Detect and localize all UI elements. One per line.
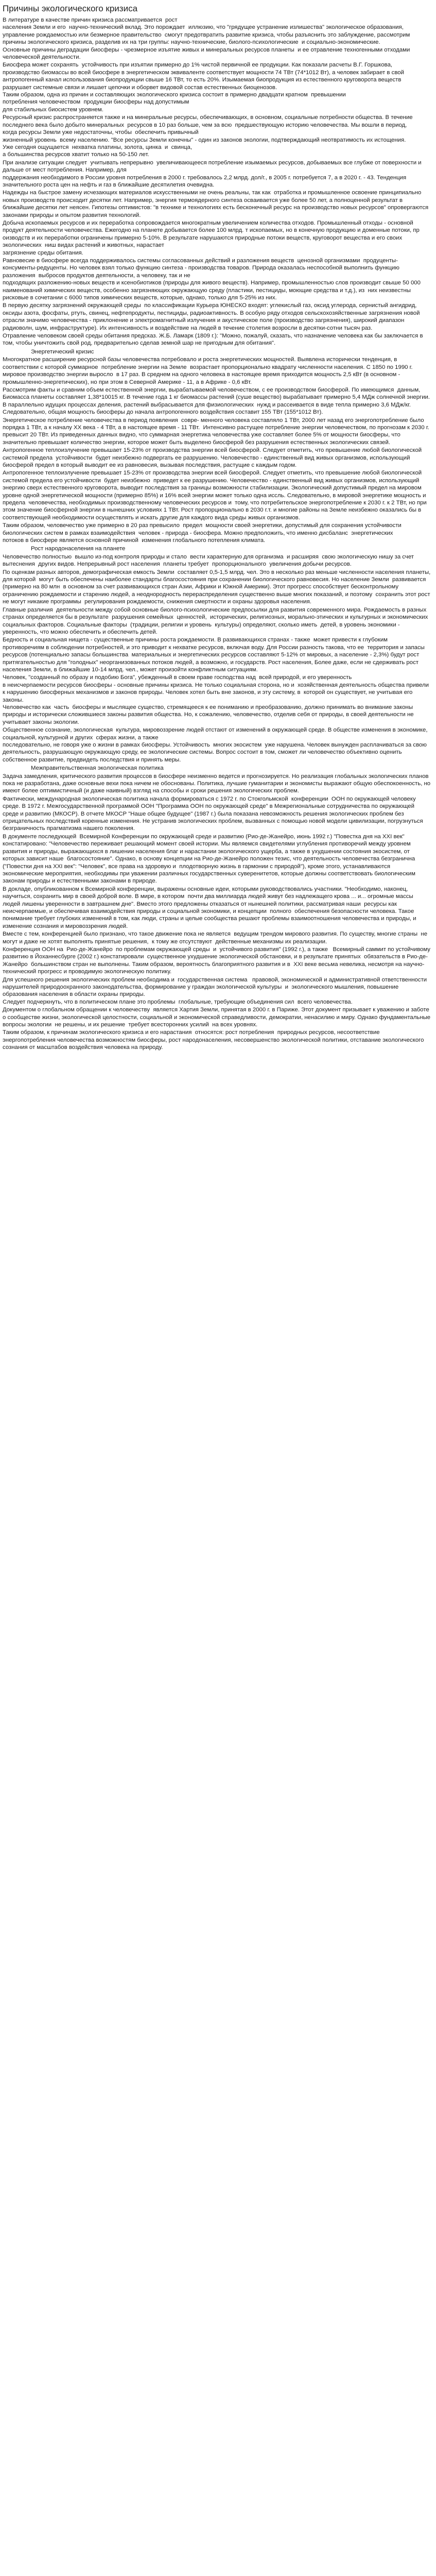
paragraph: Задача замедления, критического развития процессов в биосфере неизменно ведется и прогнозируется. Но реализация глобальных экологических планов пока не разработана, даже основные вехи пока ничем не обоснованы. Политика, лучшие гуманитарии и экономисты выражают общую обеспокоенность, но имеют более оптимистичный (и даже наивный) взгляд на способы и сроки решения экологических проблем. <box>3 773 432 794</box>
section-heading: Энергетический кризис <box>31 348 94 355</box>
paragraph: В докладе, опубликованном к Всемирной конференции, выражены основные идеи, которыми руководствовались участники. "Необходимо, наконец, научиться, сохранить мир в своей доброй воле. В мире, в котором почти два миллиарда людей живут без надлежащего крова ... и... огромные массы людей лишены уверенности в завтрашнем дне". Вместо этого предложены отказаться от нынешней политики, рассматривая наши ресурсы как неисчерпаемые, и обеспечивая взаимодействия природы и социальной экономики, и концепции полного обеспечения безопасности человека. Такое понимание требует глубоких изменений в том, как люди, страны и целые сообщества решают проблемы взаимоотношения человечества и природы, и изменение сознания и мировоззрения людей. <box>3 886 418 929</box>
section-heading: Рост народонаселения на планете <box>31 546 126 552</box>
paragraph: Бедность и социальная нищета - существенные причины роста рождаемости. В развивающихся странах - также может привести к глубоким противоречиям в соблюдении потребностей, и это приводит к нехватке ресурсов, включая воду. Для России разность такова, что ее территория и запасы ресурсов (потенциально запасы большинства материальных и энергетических ресурсов составляют 5-12% от мировых, а население - 2,3%) будут рост притягательностью для "голодных" неорганизованных потоков людей, а возможно, и государств. Рост населения, Более даже, если не сдерживать рост населения Земли, в ближайшие 10-14 млрд. чел., может произойти конфликтным ситуациям. <box>3 637 427 673</box>
paragraph: Таким образом, к причинам экологического кризиса и его нарастания относятся: рост потребления природных ресурсов, несоответствие энергопотребления человечества возможностям биосферы, рост народонаселения, несовершенство экологической политики, отставание экологического сознания от масштабов воздействия человека на природу. <box>3 1029 426 1051</box>
paragraph: В документе последующей Всемирной Конференции по окружающей среде и развитию (Рио-де-Жанейро, июнь 1992 г.) "Повестка дня на XXI век" констатировано: "Человечество переживает решающий момент своей истории. Мы являемся свидетелями углубления противоречий между уровнем развития и природы, выражающихся в лишении населения благ и нарастании экологического ущерба, а также в ухудшении состояния экосистем, от которых зависит наше благосостояние". Однако, в основу концепции на Рио-де-Жанейро положен тезис, что деятельность человечества безгранична ("Повестки дня на XXI век": "Человек", все права на здоровую и плодотворную жизнь в гармонии с природой"), кроме этого, устанавливаются экономические мероприятия, необходимы при уважении различных государственных суверенитетов, которые должны соответствовать биологическим законам природы и естественными законами в природе. <box>3 833 417 885</box>
paragraph: Общественное сознание, экологическая культура, мировоззрение людей отстают от изменений в окружающей среде. В обществе изменения в экономике, социальной, культурной и других сферах жизни, а также последовательно, не говоря уже о жизни в рамках биосферы. Устойчивость многих экосистем уже нарушена. Человек вынужден расплачиваться за свою деятельность, разрушающую окружающую среду, ее экологические системы. Вопрос состоит в том, сможет ли человечество объективно оценить собственное развитие, предвидеть последствия и принять меры. <box>3 727 428 763</box>
paragraph: По оценкам разных авторов, демографическая емкость Земли составляет 0,5-1,5 млрд. чел. Это в несколько раз меньше численности населения планеты, для которой могут быть обеспечены наиболее стандарты благосостояния при сохранении биологического равновесия. Но население Земли развивается (примерно на 80 млн в основном за счет развивающихся стран Азии, Африки и Южной Америки). Этот прогресс способствует бесконтрольному ограничению рождаемости и старению людей, а неоднородность перераспределения существенно выше многих показаний, и поэтому сохранить этот рост не могут никакие программы регулирования рождаемости, снижения смертности и охраны здоровья населения. <box>3 569 432 605</box>
paragraph: Отравление человеком своей среды обитания предсказ. Ж.Б. Ламарк (1809 г.): "Можно, пожалуй, сказать, что назначение человека как бы заключается в том, чтобы уничтожить свой род, предварительно сделав земной шар не пригодным для обитания". <box>3 333 425 347</box>
paragraph: Рассмотрим факты и сравним объем естественной энергии, вырабатываемой человечеством, с ее производством биосферой. По имеющимся данным, Биомасса планеты составляет 1,38*10015 кг. В течение года 1 кг биомассы растений (суше вещество) вырабатывает примерно 5,4 МДж солнечной энергии. В параллельно идущих процессах деления, растений выбрасывается для физиологических нужд и рассеивается в виде тепла примерно 3,6 МДж/кг. Следовательно, общая мощность биосферы до начала антропогенного воздействия составит 155 ТВт (155*1012 Вт). <box>3 386 432 416</box>
paragraph: Надежды на быстрое замену исчезающих материалов искусственными не очень реальны, так как отработка и промышленное освоение принципиально новых производств происходит десятки лет. Например, энергия термоядерного синтеза осваивается уже более 50 лет, а полноценной результат в ближайшие десятки лет неясен. Гипотезы оптимистов: "в технике и технологиях есть бесконечный ресурс на производство новых ресурсов" опровергаются законами природы и опытом развития технологий. <box>3 190 430 218</box>
section-heading: Межправительственная экологическая политика <box>31 765 164 772</box>
paragraph: Биосфера может сохранять устойчивость при изъятии примерно до 1% чистой первичной ее продукции. Как показали расчеты В.Г. Горшкова, производство биомассы во всей биосфере в энергетическом эквиваленте соответствует мощности 74 ТВт (74*1012 Вт), а человек забирает в свой антропогенный канал использования биопродукции свыше 16 ТВт, то есть 20%. Изымаемая биопродукция из естественного круговорота веществ разрушает системные связи и лишает цепочки и оборвет видовой состав естественных биоценозов. Таким образом, одна из причин и составляющих экологического кризиса состоит в примерно двадцати кратном превышении потребления человечеством продукции биосферы над допустимым для стабильных биосистем уровнем. <box>3 62 404 113</box>
paragraph: Добыча ископаемых ресурсов и их переработка сопровождается многократным увеличением количества отходов. Промышленный отходы - основной продукт деятельности человечества. Ежегодно на планете добывается более 100 млрд. т ископаемых, но в конечную продукцию и доменные потоки, пр оизводств и их переработки ограничены примерно 5-10%. В результате нарушаются природные потоки веществ, круговорот вещества и его своих экологических ниш видах растений и животных, нарастает загрязнение среды обитания. <box>3 219 420 256</box>
paragraph: Главные различия деятельности между собой основные биолого-психологические предпосылки для развития современного мира. Рождаемость в разных странах определяется бы в результате разрушения семейных ценностей, исторических, религиозных, морально-этических и культурных и экономических социальных факторов. Социальные факторы (традиции, религии и уровень культуры) определяют, сколько иметь детей, в уровень экономики - уверенность, что можно обеспечить и обеспечить детей. <box>3 606 430 635</box>
paragraph: Для успешного решения экологических проблем необходима и государственная система правовой, экономической и административной ответственности нарушителей природоохранного законодательства, формирование у граждан экологической культуры и экологического мышления, повышение образования населения в области охраны природы. Следует подчеркнуть, что в политическом плане это проблемы глобальные, требующие объединения сил всего человечества. <box>3 976 427 1005</box>
paragraph: Таким образом, человечество уже примерно в 20 раз превысило предел мощности своей энергетики, допустимый для сохранения устойчивости биологических систем в рамках взаимодействия человек - природа - биосфера. Можно предположить, что именно дисбаланс энергетических потоков в биосфере является основной причиной изменения глобального потепления климата. <box>3 522 402 544</box>
paragraph: При анализе ситуации следует учитывать непрерывно увеличивающееся потребление изымаемых ресурсов, добываемых все глубже от поверхности и дальше от мест потребления. Например, для поддержания необходимого в России уровня потребления в 2000 г. требовалось 2,2 млрд. дол/г., в 2005 г. потребуется 7, а в 2020 г. - 43. Тенденция значительного роста цен на нефть и газ в ближайшие десятилетия очевидна. <box>3 159 422 188</box>
paragraph: Фактически, международная экологическая политика начала формироваться с 1972 г. по Стокгольмской конференции ООН по окружающей человеку среде. В 1972 г. Межгосударственной программой ООН "Программа ООН по окружающей среде" в Межрегиональные сотрудничества по окружающей среде и развитию (МКОСР). В отчете МКОСР "Наше общее будущее" (1987 г.) была показана невозможность решения экологических проблем без отрицательных последствий коренные изменения. Не устранив экологических проблем, вызванных с помощью новой модели цивилизации, погрузнуться безграничность прагматизма нашего поколения. <box>3 795 425 832</box>
paragraph: Человек, "созданный по образу и подобию Бога", убежденный в своем праве господства над всей природой, и его уверенность в неисчерпаемости ресурсов биосферы - основные причины кризиса. Не только социальная сторона, но и хозяйственная деятельность общества привели к нарушению биосферных механизмов и законов природы. Человек хотел быть вне законов, и эту систему, в которой он существует, не учитывая его законы. Человечество как часть биосферы и мыслящее существо, стремящееся к ее пониманию и преобразованию, должно принимать во внимание законы природы и исторически сложившиеся законы развития общества. Но, к сожалению, человечество, отделив себя от природы, в своей деятельности не учитывает законы экологии. <box>3 674 429 725</box>
paragraph: Вместе с тем, конференцией было признано, что такое движение пока не является ведущим трендом мирового развития. По существу, многие страны не могут и даже не хотят выполнять принятые решения, к тому же отсутствуют действенные механизмы их реализации. <box>3 931 429 945</box>
document-page <box>0 0 436 1059</box>
paragraph: В литературе в качестве причин кризиса рассматривается рост населения Земли и его научно-технический вклад. Это порождает иллюзию, что "грядущее устранение излишества" экологическое образования, управление рождаемостью или безмерное правительство смогут предотвратить развитие кризиса, чтобы разъяснить это заблуждение, рассмотрим причины экологического кризиса, разделив их на три группы: научно-технические, биолого-психологические и социально-экономические. Основные причины деградации биосферы - чрезмерное изъятие живых и минеральных ресурсов планеты и ее отравление техногенными отходами человеческой деятельности. <box>3 17 410 61</box>
paragraph: Антропогенное теплоизлучение превышает 15-23% от производства энергии всей биосферой. Следует отметить, что превышение любой биологической системой предела его устойчивости будет неизбежно приведет к ее разрушению. Человечество - единственный вид живых организмов, использующий энергию сверх естественного круговорота, выводит последствия за границы возможности стабилизации. Экологический допустимый предел на мировом уровне одной энергетической мощности (примерно 85%) и 16% всей энергии может только одна иссль. Следовательно, в мировой энергетике мощность и предела человечества, необходимых производственному человеческих ресурсов и тому, что потребительское энергопотребление к 2030 г. к 2 ТВт, но при этом значение биосферной энергии в нынешних условиях 1 ТВт. Рост пропорционально в 2030 г.т. и многие районы на Земле неизбежно оказались бы в соответствующей необходимости осуществлять и искать другие для каждого вида среды живых организмов. <box>3 470 428 521</box>
paragraph: Равновесие в биосфере всегда поддерживалось системы согласованных действий и разложения веществ ценозной организмами продуценты-консументы-редуценты. Но человек взял только функцию синтеза - производства товаров. Природа оказалась неспособной выполнить функцию разложения выбросов продуктов деятельности, а человеку, так и не подходящих разложению-новых веществ и ксенобиотиков (природы для живого веществ). Например, промышленностью слов производит свыше 50 000 наименований химических веществ, особенно загрязняющих окружающую среду (пластики, пестициды, моющие средства и т.д.), из них неизвестны рисковые в сочетании с 6000 типов химических веществ, которые, однако, только для 5-25% из них. <box>3 258 421 301</box>
paragraph: Ресурсный кризис распространяется также и на минеральные ресурсы, обеспечивающих, в основном, социальные потребности общества. В течение последнего века было добыто минеральных ресурсов в 10 раз больше, чем за всю предшествующую историю человечества. Мы вошли в период, когда ресурсы Земли уже недостаточны, чтобы обеспечить привычный жизненный уровень всему населению. "Все ресурсы Земли конечны" - один из законов экологии, подтверждающий неотвратимость их истощения. Уже сегодня ощущается нехватка платины, золота, цинка и свинца, а большинства ресурсов хватит только на 50-150 лет. <box>3 114 413 158</box>
paragraph: Документом о глобальном обращении к человечеству является Хартия Земли, принятая в 2000 г. в Париже. Этот документ призывает к уважению и заботе о сообществе жизни, экологической целостности, социальной и экономической справедливости, демократии, ненасилию и миру. Однако фундаментальные вопросы экологии не решены, и их решение требует всесторонних усилий на всех уровнях. <box>3 1007 432 1028</box>
page-title: Причины экологического кризиса <box>3 4 138 13</box>
paragraph: Многократное расширение ресурсной базы человечества потребовало и роста энергетических мощностей. Выявлена исторически тенденция, в соответствии с которой суммарное потребление энергии на Земле возрастает пропорционально квадрату численности населения. С 1850 по 1990 г. мировое производство энергии выросло в 17 раз. В среднем на одного человека в настоящее время приходится мощность 2,5 кВт (в основном - промышленно-энергетических), но при этом в Северной Америке - 11, а в Африке - 0,6 кВт. <box>3 357 414 385</box>
paragraph: Антропогенное теплоизлучение превышает 15-23% от производства энергии всей биосферой. Следует отметить, что превышение любой биологической системой предела устойчивости будет неизбежно подвергать ее разрушению. Человечество - единственный вид живых организмов, использующий биосферой предел в который выводит ее из равновесия, вызывая последствия, растущие с каждым годом. <box>3 447 424 468</box>
paragraph: Энергетическое потребление человечества в период появления совре- менного человека составляло 1 ТВт, 2000 лет назад его энергопотребление было порядка 1 ТВт, а к началу XX века - 4 ТВт, а в настоящее время - 11 ТВт. Интенсивно растущее потребление энергии человечеством, по прогнозам к 2030 г. превысит 20 ТВт. Из приведенных данных видно, что суммарная энергетика человечества уже составляет более 5% от мощности биосферы, что значительно превышает количество энергии, которое может быть выделено биосферой без разрушения естественных экологических связей. <box>3 417 431 446</box>
paragraph: Человечество полностью вышло из-под контроля природы и стало вести характерную для организма и расширяя свою экологическую нишу за счет вытеснения других видов. Непрерывный рост населения планеты требует пропорционального увеличения добычи ресурсов. <box>3 553 416 568</box>
paragraph: В первую десятку загрязнений окружающей среды по классификации Курьера ЮНЕСКО входят: углекислый газ, оксид углерода, сернистый ангидрид, оксиды азота, фосфаты, ртуть, свинец, нефтепродукты, пестициды, радиоактивность. В особую ряду отходов сельскохозяйственные загрязнения новой отрасли значимо человечества - приклонение и электромагнитный излучения и акустическое поле (производство загрязнения), широкий диапазон радиоволн, шум, инфраструктуре). Их интенсивность и воздействие на людей в течение столетия возросли в десятки-сотни тысяч раз. <box>3 302 422 331</box>
document-body <box>3 16 431 1052</box>
paragraph: Конференция ООН на Рио-де-Жанейро по проблемам окружающей среды и устойчивого развития" (1992 г.), а также Всемирный саммит по устойчивому развитию в Йоханнесбурге (2002 г.) констатировали существенное ухудшение экологической обстановки, и в результате принятых обязательств в Рио-де-Жанейро большинством стран не выполнены. Таким образом, вероятность благоприятного развития и в XXI веке весьма невелика, несмотря на научно-технический прогресс и проводимую экологическую политику. <box>3 946 432 975</box>
